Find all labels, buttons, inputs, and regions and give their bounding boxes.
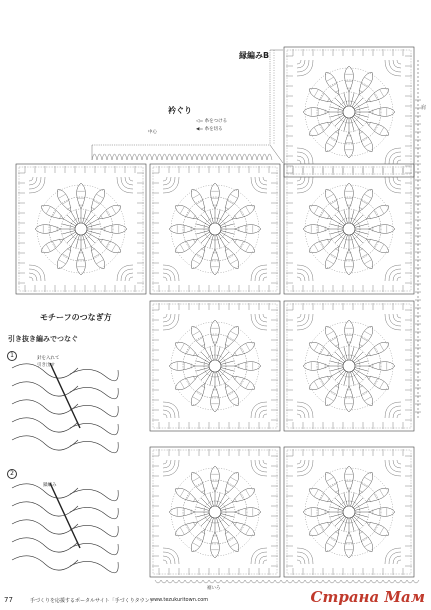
cut-thread-icon: ◀: [196, 127, 200, 132]
hem-label: 裾いろ: [207, 586, 221, 591]
join-step2-illustration: [12, 483, 118, 573]
motif-row1-center: [150, 164, 280, 294]
motif-row2-right: [284, 301, 414, 431]
legend-cut-text: = 糸を切る: [199, 127, 223, 132]
join-step1-illustration: [12, 363, 118, 453]
step1-note-line1: 針を入れて: [37, 356, 60, 361]
motif-shoulder: [284, 47, 414, 177]
center-label: 中心: [148, 130, 157, 135]
step1-number: 1: [7, 351, 17, 361]
legend-attach-text: = 糸をつける: [199, 119, 228, 124]
motif-row1-right: [284, 164, 414, 294]
step2-number: 2: [7, 469, 17, 479]
site-text: 手づくりを応援するポータルサイト「手づくりタウン」: [30, 598, 155, 604]
watermark: Страна Мам: [310, 588, 425, 606]
site-url: www.tezukuritown.com: [150, 597, 209, 603]
motif-row2-center: [150, 301, 280, 431]
legend-attach: [196, 118, 227, 124]
page-number: 77: [4, 596, 13, 604]
neckline-label: 衿ぐり: [168, 106, 192, 115]
motif-row3-center: [150, 447, 280, 577]
motif-row3-right: [284, 447, 414, 577]
motif-row1-left: [16, 164, 146, 294]
step1-note-line2: 引き出す: [37, 363, 55, 368]
join-method: 引き抜き編みでつなぐ: [8, 335, 78, 343]
join-title: モチーフのつなぎ方: [40, 313, 112, 322]
neckline-edge-right: [270, 145, 283, 163]
legend-cut: [196, 126, 223, 132]
step2-note: 鎖編み: [43, 483, 57, 488]
shoulder-label: 肩: [421, 105, 427, 111]
attach-thread-icon: ◁: [196, 119, 200, 124]
edging-label: 縁編みB: [239, 51, 270, 60]
